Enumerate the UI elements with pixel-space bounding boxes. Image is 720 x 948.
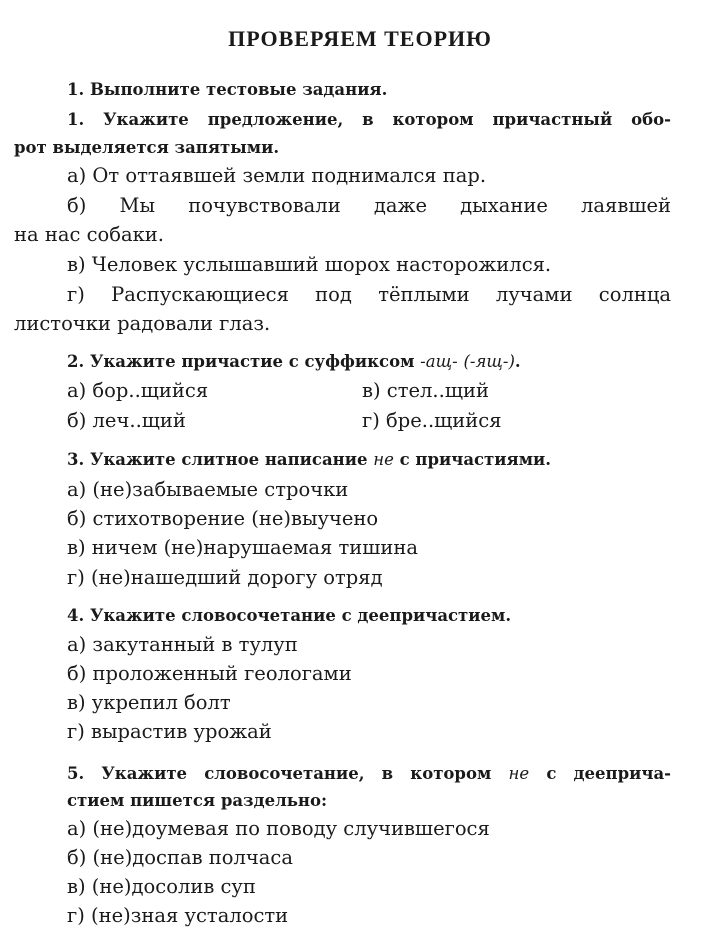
q3-option-v: в) ничем (не)нарушаемая тишина [67,536,419,559]
q1-option-b-line2: на нас собаки. [14,223,164,246]
q3-option-a: а) (не)забываемые строчки [67,478,349,501]
q5-ne: не [508,764,530,783]
q5-option-g: г) (не)зная усталости [67,904,289,927]
q2-option-b: б) леч..щий [67,409,186,432]
q1-number: 1. [67,110,85,129]
q4-option-v: в) укрепил болт [67,691,231,714]
q4-option-b: б) проложенный геологами [67,662,352,685]
q5-prompt-post: с дееприча- [546,764,672,783]
section-text: Выполните тестовые задания. [89,80,388,99]
q1-prompt-line2: рот выделяется запятыми. [14,138,280,157]
q5-prompt-line2: стием пишется раздельно: [67,791,328,810]
q1-prompt-text: Укажите предложение, в котором причастный обо- [103,110,672,129]
page-title: ПРОВЕРЯЕМ ТЕОРИЮ [228,26,492,51]
q3-number: 3. [67,450,85,469]
q1-option-g-line1: г) Распускающиеся под тёплыми лучами солнца [67,283,671,306]
q4-option-g: г) вырастив урожай [67,720,272,743]
q5-option-v: в) (не)досолив суп [67,875,256,898]
q2-suffix-2: (-ящ-) [463,352,515,371]
q5-prompt-line1 [67,764,671,783]
q3-ne: не [373,450,394,469]
q2-prompt [67,352,521,371]
section-heading [67,80,387,99]
q3-prompt-text: Укажите слитное написание [89,450,368,469]
q2-option-a: а) бор..щийся [67,379,209,402]
q1-option-g-line2: листочки радовали глаз. [14,312,271,335]
q5-option-a: а) (не)доумевая по поводу случившегося [67,817,490,840]
q5-prompt-text: Укажите словосочетание, в котором [101,764,492,783]
q2-prompt-end: . [514,352,521,371]
q2-option-g: г) бре..щийся [362,409,502,432]
q4-number: 4. [67,606,85,625]
q2-option-v: в) стел..щий [362,379,489,402]
q1-prompt-line1 [67,110,671,129]
q5-number: 5. [67,764,85,783]
q4-option-a: а) закутанный в тулуп [67,633,298,656]
q3-option-g: г) (не)нашедший дорогу отряд [67,566,383,589]
q2-suffix-1: -ащ- [420,352,458,371]
q3-prompt-post: с причастиями. [399,450,552,469]
q1-option-a: а) От оттаявшей земли поднимался пар. [67,164,487,187]
q1-option-v: в) Человек услышавший шорох насторожился. [67,253,552,276]
q1-option-b-line1: б) Мы почувствовали даже дыхание лаявшей [67,194,671,217]
q3-prompt [67,450,551,469]
q4-prompt-text: Укажите словосочетание с деепричастием. [89,606,512,625]
q2-number: 2. [67,352,85,371]
q2-prompt-text: Укажите причастие с суффиксом [89,352,415,371]
q3-option-b: б) стихотворение (не)выучено [67,507,379,530]
q4-prompt [67,606,511,625]
q5-option-b: б) (не)доспав полчаса [67,846,293,869]
section-number: 1. [67,80,85,99]
